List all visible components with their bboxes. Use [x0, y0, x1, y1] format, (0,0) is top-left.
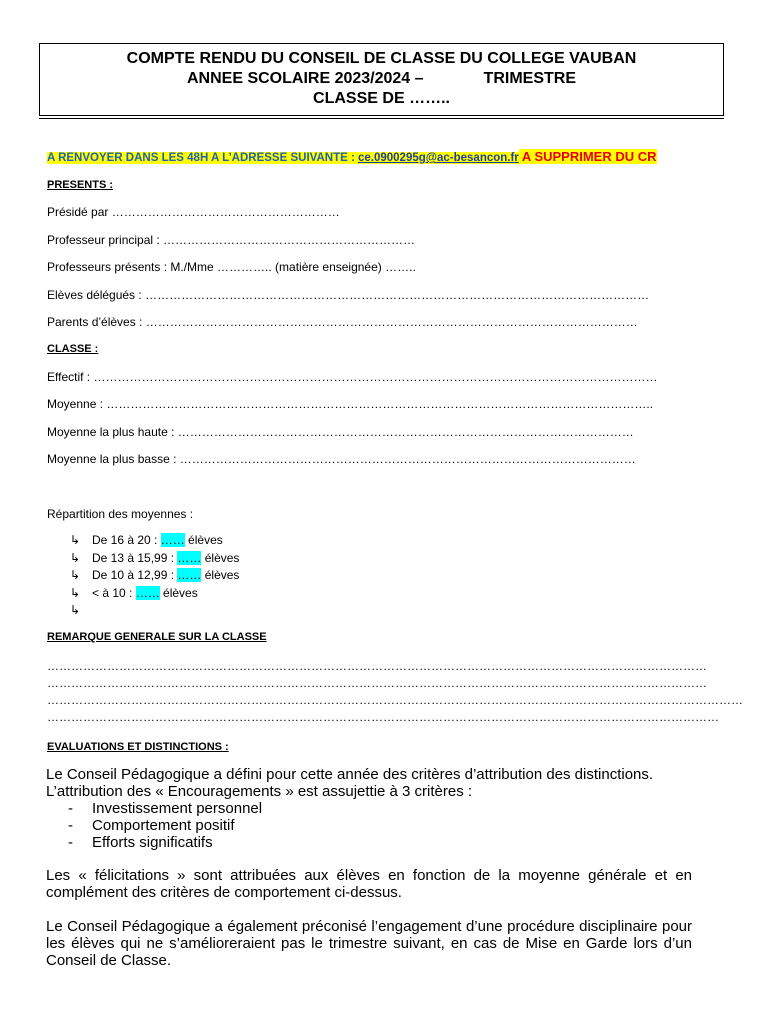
moyenne-basse-line: Moyenne la plus basse : …………………………………………………………………………………………………… [47, 452, 636, 466]
instruction-prefix: A RENVOYER DANS LES 48H A L’ADRESSE SUIVANTE : ce.0900295g@ac-besancon.fr [47, 152, 519, 164]
arrow-bullet-icon: ↳ [70, 568, 81, 582]
count-blank: …… [177, 568, 202, 582]
arrow-bullet-icon: ↳ [70, 533, 81, 547]
list-item: ↳ De 16 à 20 : …… élèves [70, 532, 239, 550]
count-blank: …… [135, 585, 160, 600]
email-link[interactable]: ce.0900295g@ac-besancon.fr [357, 152, 519, 164]
effectif-line: Effectif : …………………………………………………………………………………………………………………………… [47, 370, 658, 384]
list-item [70, 602, 239, 620]
return-instruction [47, 149, 657, 164]
title-line-3: CLASSE DE …….. [313, 90, 450, 107]
felicitations-paragraph: Les « félicitations » sont attribuées aux élèves en fonction de la moyenne générale et en complément des critères de comportement ci-dessus. [46, 867, 692, 901]
parents-line: Parents d’élèves : …………………………………………………………………………………………………………… [47, 315, 638, 329]
intro-line-2: L’attribution des « Encouragements » est assujettie à 3 critères : [46, 783, 473, 800]
eleves-delegues-line: Elèves délégués : ……………………………………………………………………………………………………………… [47, 288, 650, 302]
repartition-list [70, 532, 239, 620]
document-title-box [39, 43, 724, 116]
list-item: - Comportement positif [46, 817, 692, 834]
title-line-2 [40, 69, 723, 89]
discipline-paragraph: Le Conseil Pédagogique a également préconisé l’engagement d’une procédure disciplinaire pour les élèves qui ne s’amélioreraient pas le trimestre suivant, en cas de Mise en Garde lors d’un Conseil de Classe. [46, 918, 692, 969]
title-line-1: COMPTE RENDU DU CONSEIL DE CLASSE DU COLLEGE VAUBAN [126, 50, 637, 67]
arrow-bullet-icon: ↳ [70, 550, 81, 565]
remarque-line: …………………………………………………………………………………………………………………………………………………… [47, 710, 719, 724]
prof-principal-line: Professeur principal : ……………………………………………………… [47, 233, 416, 247]
remarque-line: ………………………………………………………………………………………………………………………………………………… [47, 676, 707, 690]
list-item: ↳ De 13 à 15,99 : …… élèves [70, 550, 239, 568]
header-divider [39, 118, 724, 119]
classe-heading: CLASSE : [47, 343, 99, 355]
evaluations-intro [46, 766, 692, 851]
trimester-label: TRIMESTRE [483, 70, 576, 87]
arrow-bullet-icon: ↳ [70, 603, 81, 617]
moyenne-haute-line: Moyenne la plus haute : …………………………………………………………………………………………………… [47, 425, 634, 439]
remarque-line: ………………………………………………………………………………………………………………………………………………………… [47, 693, 743, 707]
preside-line: Présidé par ………………………………………………… [47, 205, 340, 219]
criteria-list [46, 800, 692, 851]
remarque-heading: REMARQUE GENERALE SUR LA CLASSE [47, 631, 267, 643]
intro-line-1: Le Conseil Pédagogique a défini pour cette année des critères d’attribution des distinctions. [46, 766, 654, 783]
list-item: ↳ < à 10 : …… élèves [70, 585, 239, 603]
count-blank: …… [160, 533, 185, 547]
presents-heading: PRESENTS : [47, 179, 114, 191]
list-item: ↳ De 10 à 12,99 : …… élèves [70, 567, 239, 585]
repartition-label: Répartition des moyennes : [47, 507, 194, 521]
remarque-line: ………………………………………………………………………………………………………………………………………………… [47, 659, 707, 673]
evaluations-heading: EVALUATIONS ET DISTINCTIONS : [47, 741, 229, 753]
moyenne-line: Moyenne : ……………………………………………………………………………………………………………………….. [47, 397, 654, 411]
remove-note: A SUPPRIMER DU CR [518, 149, 657, 164]
school-year: ANNEE SCOLAIRE 2023/2024 – [187, 70, 424, 87]
list-item: - Investissement personnel [46, 800, 692, 817]
profs-presents-line: Professeurs présents : M./Mme ………….. (matière enseignée) …….. [47, 260, 416, 274]
arrow-bullet-icon: ↳ [70, 585, 81, 600]
list-item: - Efforts significatifs [46, 834, 692, 851]
count-blank: …… [177, 550, 202, 565]
